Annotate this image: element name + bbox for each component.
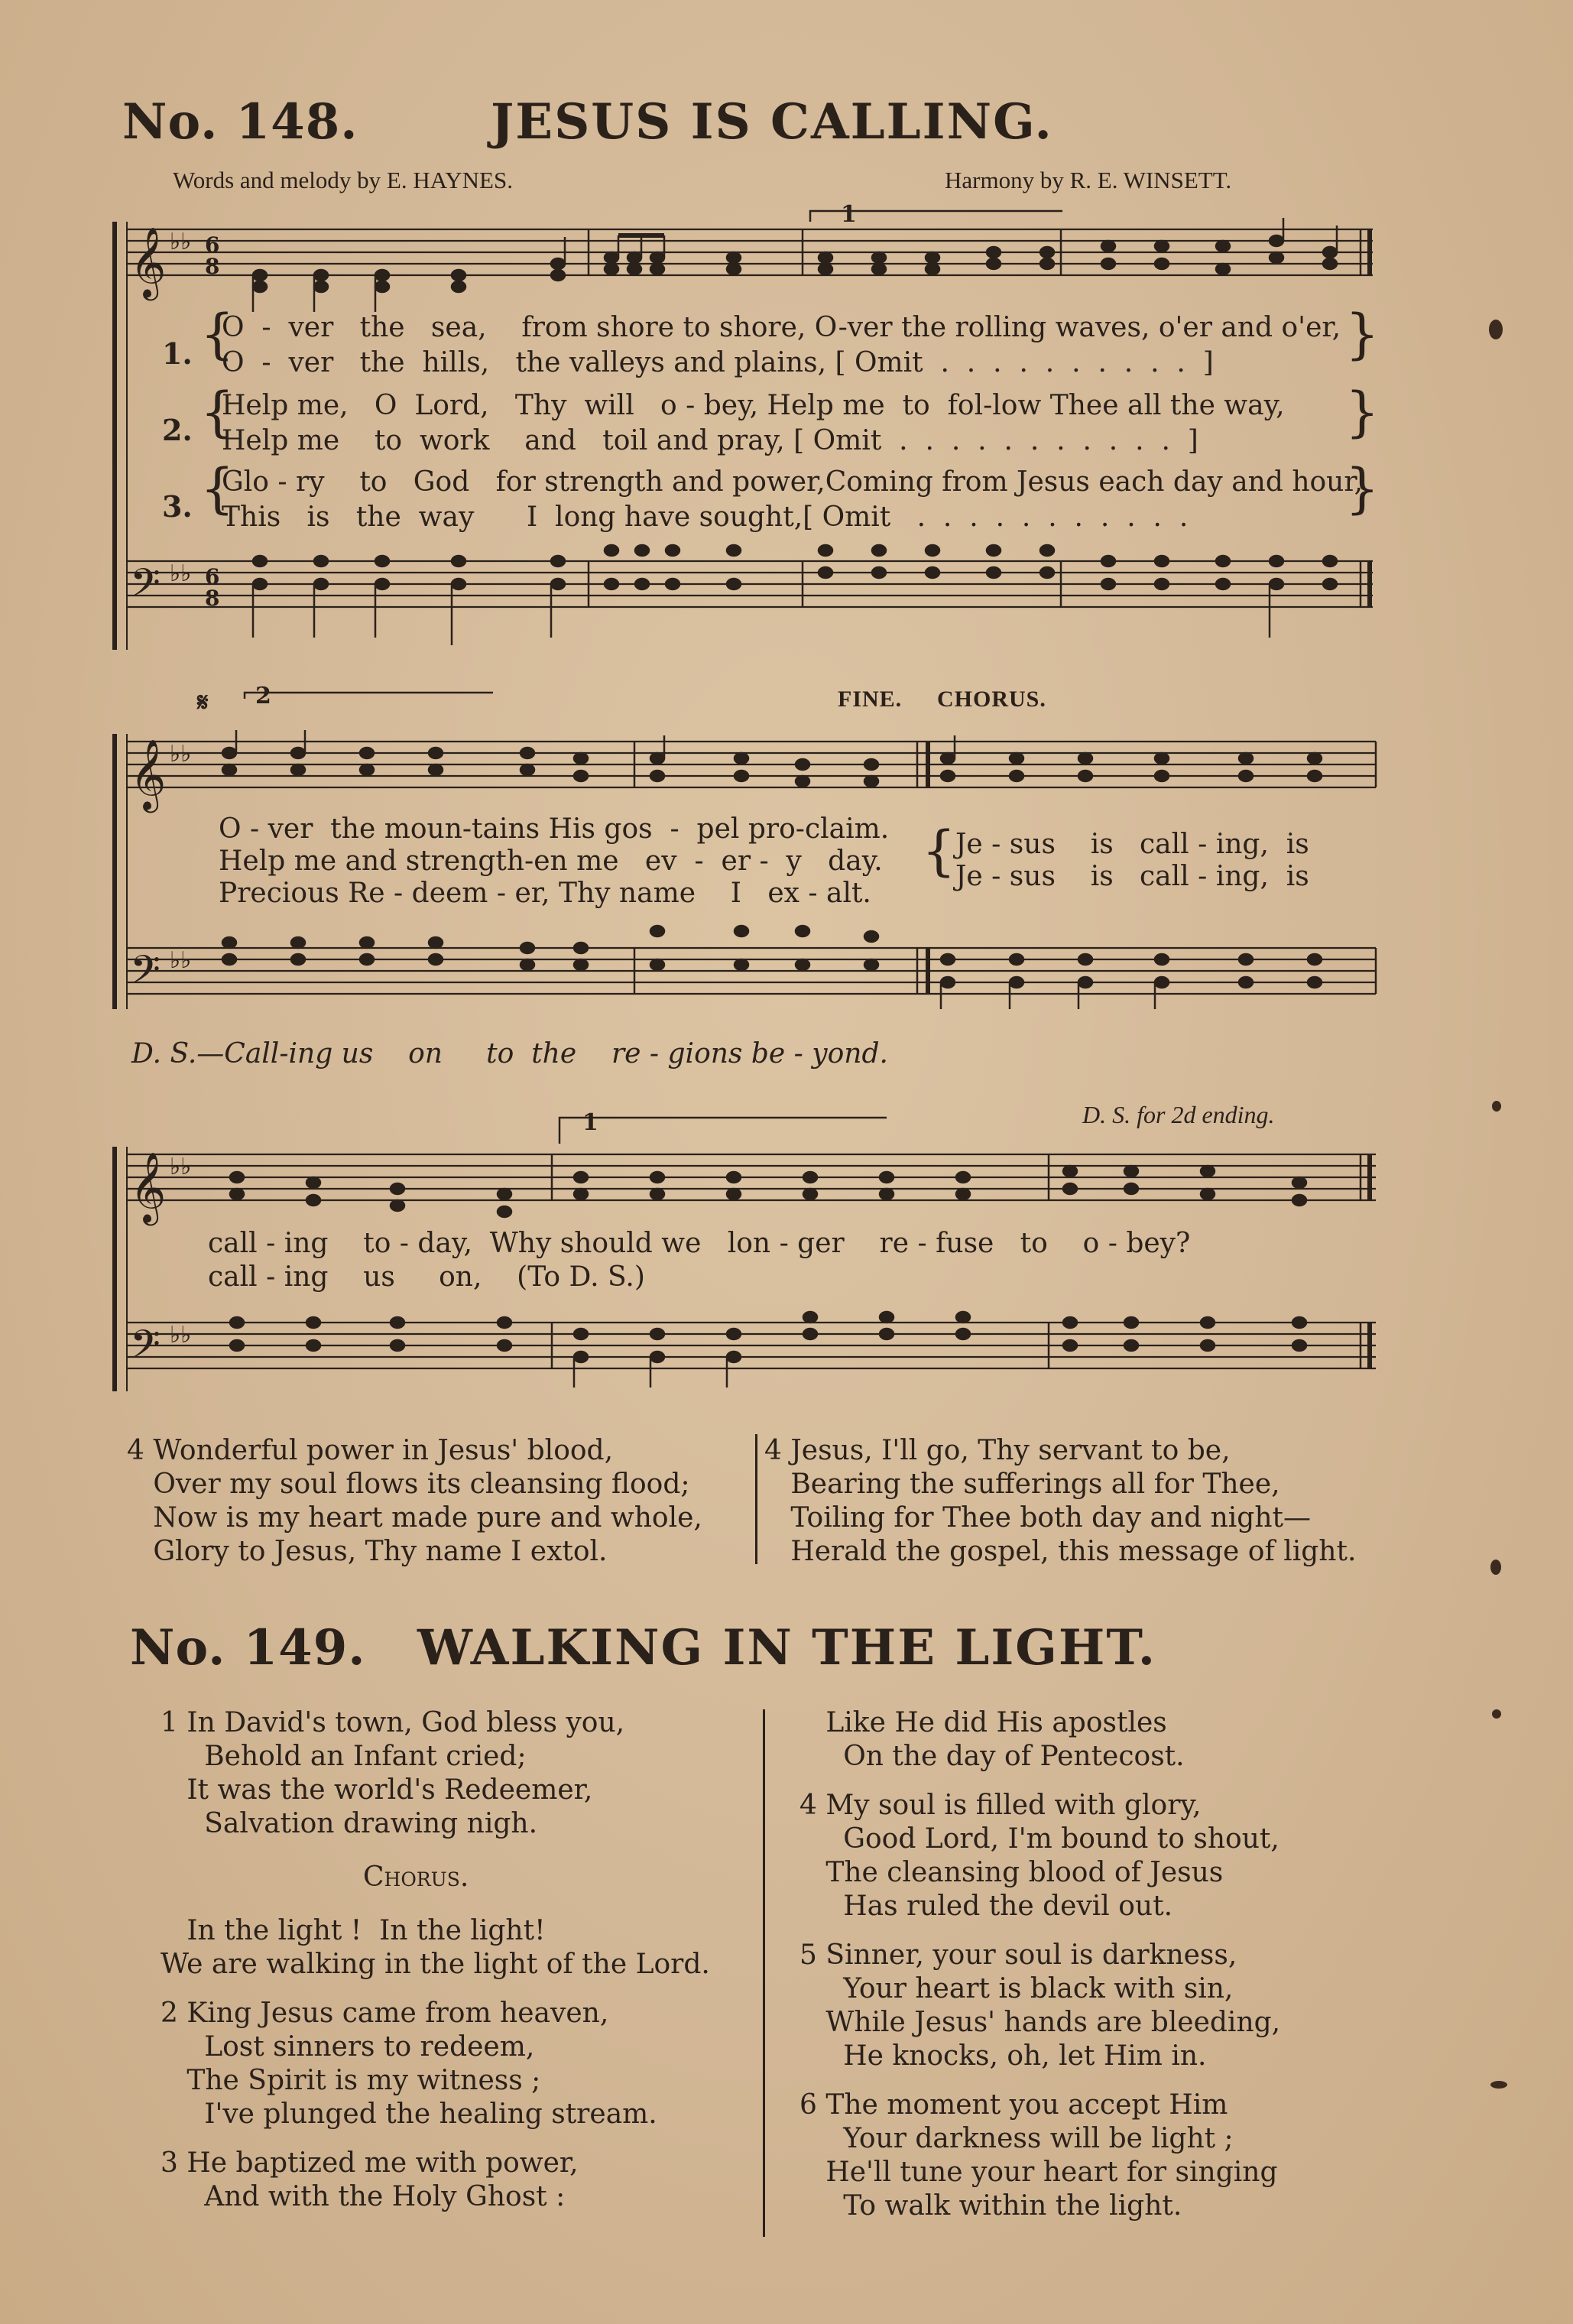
ds-line: D. S.—Call-ing us on to the re - gions be - yond. [131,1038,888,1069]
ending-1b-label: 1 [582,1109,598,1136]
hymn-149-number: No. 149. [130,1619,366,1676]
stanza-line: 4 My soul is filled with glory, [799,1790,1202,1821]
stanza-line: 4 Wonderful power in Jesus' blood, [127,1435,614,1466]
ink-speck [1492,1709,1501,1719]
svg-text:♭♭: ♭♭ [170,947,192,974]
svg-text:♭♭: ♭♭ [170,1154,192,1180]
svg-text:𝄢: 𝄢 [130,946,161,1002]
lyric-chorus-b: Je - sus is call - ing, is [955,861,1309,892]
lyric-v1-line-b: O - ver the hills, the valleys and plains, [ Omit . . . . . . . . . . ] [222,347,1214,378]
fine-label: FINE. [838,686,903,712]
svg-text:𝄞: 𝄞 [130,738,167,810]
stanza-line: He knocks, oh, let Him in. [799,2040,1207,2072]
stanza-line: 1 In David's town, God bless you, [161,1707,625,1738]
hymn-149-left-column [161,1706,710,2214]
stanza-line: 5 Sinner, your soul is darkness, [799,1939,1237,1971]
stanza-line: Herald the gospel, this message of light. [764,1536,1357,1567]
svg-text:𝄞: 𝄞 [130,1151,167,1222]
hymn-148-words-credit: Words and melody by E. HAYNES. [173,167,513,193]
svg-text:♭♭: ♭♭ [170,560,192,587]
lyric-v3-line-b: This is the way I long have sought,[ Omit . . . . . . . . . . . [222,501,1189,533]
hymn-149-title: WALKING IN THE LIGHT. [417,1619,1157,1676]
stanza-line: 6 The moment you accept Him [799,2089,1228,2121]
stanza-line: Your heart is black with sin, [799,1973,1234,2004]
svg-text:6: 6 [205,564,220,589]
stanza-line: Has ruled the devil out. [799,1891,1173,1922]
stanza-line: In the light ! In the light! [161,1915,546,1946]
stanza-line: Bearing the sufferings all for Thee, [764,1469,1280,1500]
svg-text:6: 6 [205,232,220,258]
lyric-s2-v2: Help me and strength-en me ev - er - y day. [219,846,883,877]
lyric-s3-b: call - ing us on, (To D. S.) [208,1261,645,1293]
stanza-line: On the day of Pentecost. [799,1741,1185,1772]
lyric-v2-line-a: Help me, O Lord, Thy will o - bey, Help me to fol-low Thee all the way, [222,390,1285,421]
chorus-label: CHORUS. [937,686,1046,712]
stanza-line: The cleansing blood of Jesus [799,1857,1224,1888]
lyric-s2-v3: Precious Re - deem - er, Thy name I ex - alt. [219,878,871,909]
svg-text:♭♭: ♭♭ [170,1322,192,1349]
brace: { [200,303,235,365]
stanza-line: 4 Jesus, I'll go, Thy servant to be, [764,1435,1231,1466]
svg-text:8: 8 [205,586,220,611]
stanza-line: While Jesus' hands are bleeding, [799,2007,1281,2038]
svg-text:𝄋: 𝄋 [197,687,209,718]
stanza-line: Lost sinners to redeem, [161,2031,535,2063]
verse-number-3: 3. [162,489,193,524]
lyric-chorus-a: Je - sus is call - ing, is [955,829,1309,860]
brace: { [922,820,956,882]
svg-text:♭♭: ♭♭ [170,229,192,255]
stanza-line: Glory to Jesus, Thy name I extol. [127,1536,608,1567]
stanza-line: Toiling for Thee both day and night— [764,1502,1311,1534]
lyric-v3-line-a: Glo - ry to God for strength and power,Coming from Jesus each day and hour, [222,466,1364,498]
stanza-line: 2 King Jesus came from heaven, [161,1998,609,2029]
brace: { [200,381,235,443]
svg-text:𝄢: 𝄢 [130,1321,161,1377]
stanza-4-left [127,1434,702,1569]
ending-1-label: 1 [841,201,857,228]
hymn-148-number: No. 148. [122,93,358,151]
stanza-line: And with the Holy Ghost : [161,2181,566,2212]
verse-number-1: 1. [162,336,193,371]
lyric-s3-a: call - ing to - day, Why should we lon - ger re - fuse to o - bey? [208,1228,1191,1259]
svg-text:𝄞: 𝄞 [130,226,167,297]
ink-speck [1492,1101,1501,1112]
stanza-line: Like He did His apostles [799,1707,1167,1738]
stanza-line: Over my soul flows its cleansing flood; [127,1469,690,1500]
lyric-v2-line-b: Help me to work and toil and pray, [ Omit . . . . . . . . . . . ] [222,425,1198,456]
stanza-line: Your darkness will be light ; [799,2123,1234,2154]
brace: } [1345,381,1380,443]
stanza-line: I've plunged the healing stream. [161,2098,657,2130]
chorus-heading: Chorus. [363,1861,469,1893]
verse-number-2: 2. [162,413,193,447]
ending-2-label: 2 [255,683,271,709]
stanza-line: We are walking in the light of the Lord. [161,1949,710,1980]
column-divider [763,1709,765,2237]
ds-second-ending-label: D. S. for 2d ending. [1082,1101,1275,1128]
ink-speck [1490,1560,1501,1575]
stanza-line: Good Lord, I'm bound to shout, [799,1823,1279,1855]
svg-text:𝄢: 𝄢 [130,560,161,615]
lyric-v1-line-a: O - ver the sea, from shore to shore, O-ver the rolling waves, o'er and o'er, [222,312,1341,343]
hymn-148-harmony-credit: Harmony by R. E. WINSETT. [945,167,1232,193]
stanza-line: It was the world's Redeemer, [161,1774,593,1806]
brace: } [1345,457,1380,520]
brace: } [1345,303,1380,365]
svg-text:♭♭: ♭♭ [170,741,192,768]
stanza-line: Now is my heart made pure and whole, [127,1502,702,1534]
hymn-149-right-column [799,1706,1280,2223]
ink-speck [1490,2081,1507,2089]
hymn-148-title: JESUS IS CALLING. [491,93,1053,151]
stanza-line: He'll tune your heart for singing [799,2157,1278,2188]
stanza-4-right [764,1434,1356,1569]
svg-text:8: 8 [205,254,220,279]
stanza-line: Behold an Infant cried; [161,1741,527,1772]
column-divider [755,1434,757,1564]
stanza-line: 3 He baptized me with power, [161,2147,579,2179]
brace: { [200,457,235,520]
stanza-line: To walk within the light. [799,2190,1182,2222]
ink-speck [1489,320,1503,339]
stanza-line: The Spirit is my witness ; [161,2065,541,2096]
lyric-s2-v1: O - ver the moun-tains His gos - pel pro-claim. [219,813,890,845]
stanza-line: Salvation drawing nigh. [161,1808,538,1839]
